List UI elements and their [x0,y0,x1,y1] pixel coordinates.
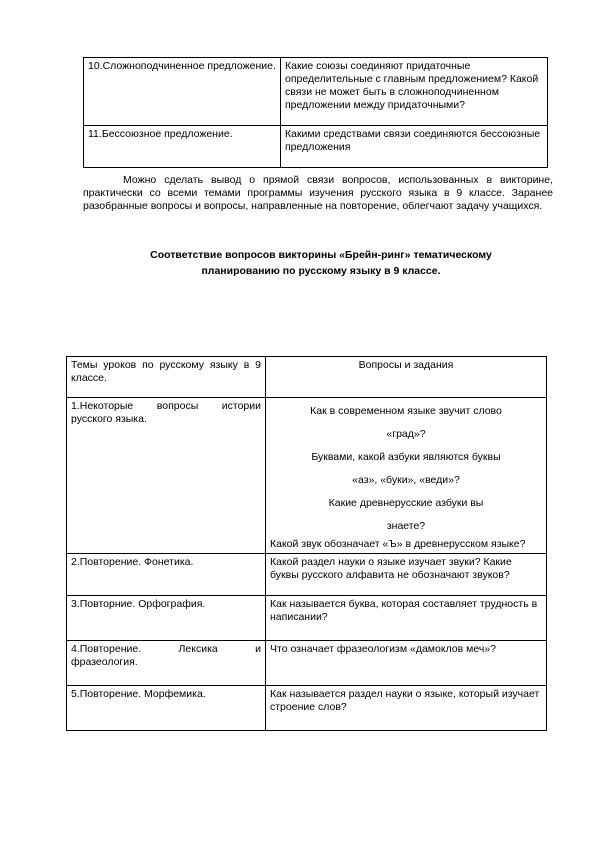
topic-cell: 11.Бессоюзное предложение. [84,126,281,168]
table-row [67,641,547,686]
table-row [67,398,547,554]
question-cell: Какие союзы соединяют придаточные определительные с главным предложением? Какой связи не может быть в сложноподчиненном предложении между придаточными? [281,58,548,126]
section-heading [83,247,559,279]
topic-cell: 5.Повторение. Морфемика. [67,686,266,731]
topic-cell: 1.Некоторые вопросы истории русского языка. [67,398,266,554]
table-header-row [67,357,547,398]
heading-line: планированию по русскому языку в 9 классе. [201,265,441,277]
topic-cell: 2.Повторение. Фонетика. [67,554,266,596]
main-table [66,356,547,731]
table-row [67,554,547,596]
header-questions: Вопросы и задания [266,357,547,398]
table-row [67,596,547,641]
table-row [67,686,547,731]
question-cell: Как называется раздел науки о языке, который изучает строение слов? [266,686,547,731]
question-last: Какой звук обозначает «Ъ» в древнерусском языке? [270,538,526,550]
conclusion-paragraph: Можно сделать вывод о прямой связи вопросов, использованных в викторине, практически со всеми темами программы изучения русского языка в 9 классе. Заранее разобранные вопросы и вопросы, направленные на повторение, облегчают задачу учащихся. [83,174,553,213]
topic-cell: 3.Повторние. Орфография. [67,596,266,641]
header-topics: Темы уроков по русскому языку в 9 классе. [67,357,266,398]
question-lines: Как в современном языке звучит слово «град»? Буквами, какой азбуки являются буквы «аз», «буки», «веди»? Какие древнерусские азбуки вы знаете? [310,405,502,532]
topic-cell: 4.Повторение. Лексика и фразеология. [67,641,266,686]
table-row [84,126,548,168]
question-cell [266,398,547,554]
table-row [84,58,548,126]
heading-line: Соответствие вопросов викторины «Брейн-ринг» тематическому [150,249,492,261]
question-cell: Какой раздел науки о языке изучает звуки? Какие буквы русского алфавита не обозначают звуков? [266,554,547,596]
topic-cell: 10.Сложноподчиненное предложение. [84,58,281,126]
question-cell: Какими средствами связи соединяются бессоюзные предложения [281,126,548,168]
question-cell: Что означает фразеологизм «дамоклов меч»? [266,641,547,686]
question-cell: Как называется буква, которая составляет трудность в написании? [266,596,547,641]
top-table [83,57,548,168]
